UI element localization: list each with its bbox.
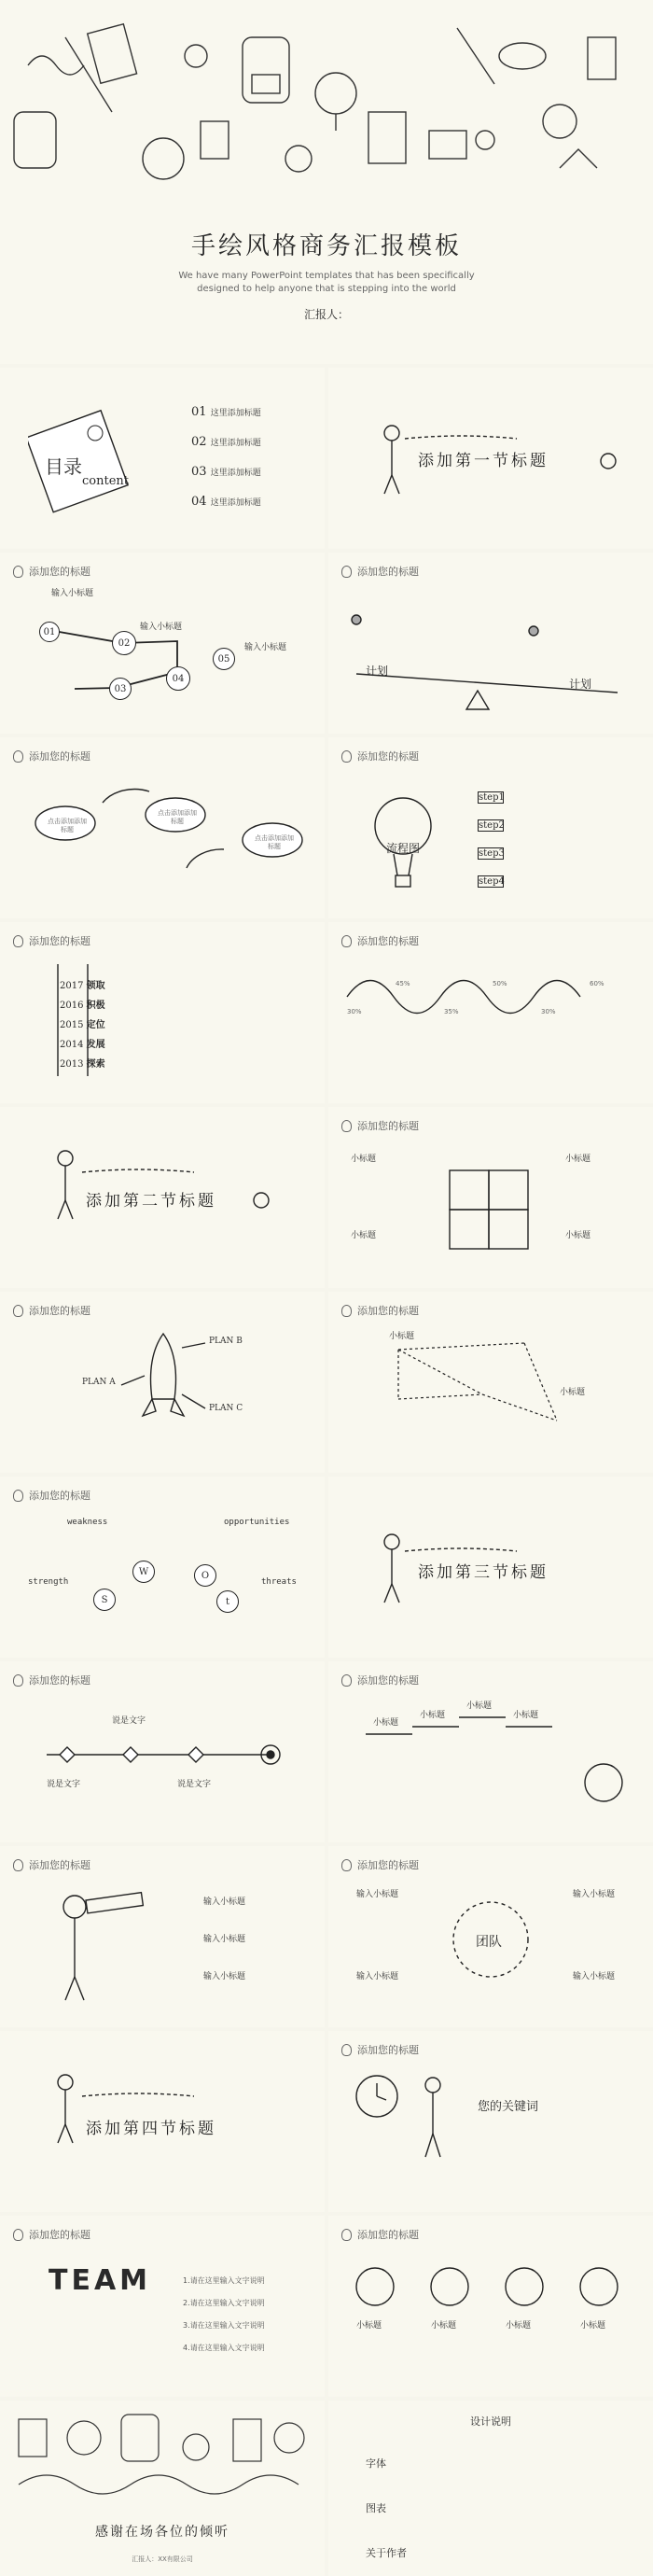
slide-header: 添加您的标题 <box>13 1303 90 1318</box>
swot-letter: O <box>194 1564 216 1587</box>
timeline-label: 输入小标题 <box>51 589 94 598</box>
team-list-item: 3.请在这里输入文字说明 <box>183 2321 265 2330</box>
cloud-label: 点击添加添加标题 <box>158 809 197 825</box>
cover-subtitle-2: designed to help anyone that is stepping into the world <box>197 284 456 294</box>
design-notes-title: 设计说明 <box>470 2415 511 2428</box>
slide-header: 添加您的标题 <box>13 564 90 579</box>
telescope-slide[interactable] <box>0 1846 325 2027</box>
timeline-node[interactable]: 03 <box>109 678 132 700</box>
section-2-slide[interactable] <box>0 1107 325 1288</box>
flow-step[interactable]: step4 <box>479 876 505 887</box>
swot-letter: t <box>216 1590 239 1613</box>
team-circle-slide[interactable] <box>328 1846 653 2027</box>
process-label: 小标题 <box>506 2321 532 2331</box>
team-center-label: 团队 <box>476 1935 502 1950</box>
toc-item[interactable]: 03 这里添加标题 <box>191 465 261 479</box>
swot-strengths: strength <box>28 1577 69 1587</box>
ladder-row: 2015 定位 <box>60 1020 105 1030</box>
bar-label: 小标题 <box>466 1701 493 1711</box>
telescope-doodle <box>0 1846 325 2027</box>
wave-slide[interactable] <box>328 922 653 1103</box>
toc-list <box>191 405 261 525</box>
cover-title: 手绘风格商务汇报模板 <box>190 232 462 260</box>
diamond-label: 说是文字 <box>112 1716 146 1726</box>
clouds-slide[interactable] <box>0 737 325 918</box>
wave-value: 30% <box>541 1008 556 1015</box>
doodle-band <box>0 2401 325 2513</box>
toc-item[interactable]: 01 这里添加标题 <box>191 405 261 419</box>
team-list-item: 1.请在这里输入文字说明 <box>183 2276 265 2285</box>
slide-header: 添加您的标题 <box>341 1303 419 1318</box>
cover-subtitle-1: We have many PowerPoint templates that has been specifically <box>178 271 475 281</box>
bars-slide[interactable] <box>328 1661 653 1842</box>
plan-a-label: PLAN A <box>82 1378 116 1387</box>
flow-slide[interactable] <box>328 737 653 918</box>
telescope-item: 输入小标题 <box>203 1935 246 1944</box>
puzzle-doodle <box>328 1107 653 1288</box>
slide-header: 添加您的标题 <box>341 933 419 948</box>
team-label: 输入小标题 <box>356 1972 399 1981</box>
process-label: 小标题 <box>356 2321 382 2331</box>
wave-value: 50% <box>493 980 507 987</box>
slide-header: 添加您的标题 <box>341 1673 419 1687</box>
slide-header: 添加您的标题 <box>13 933 90 948</box>
swot-letter: W <box>132 1561 155 1583</box>
rocket-slide[interactable] <box>0 1292 325 1473</box>
wave-value: 30% <box>347 1008 362 1015</box>
bars-doodle <box>328 1661 653 1842</box>
slide-header: 添加您的标题 <box>341 564 419 579</box>
timeline-node[interactable]: 02 <box>112 631 136 655</box>
cover-slide[interactable] <box>0 0 653 364</box>
timeline-label: 输入小标题 <box>140 623 183 632</box>
design-note-item: 图表 <box>366 2502 386 2514</box>
team-label: 输入小标题 <box>573 1972 616 1981</box>
toc-slide[interactable] <box>0 368 325 549</box>
diamond-line <box>0 1661 325 1842</box>
timeline-label: 输入小标题 <box>244 643 287 652</box>
timeline-node[interactable]: 01 <box>39 622 60 642</box>
swot-slide[interactable] <box>0 1477 325 1658</box>
slide-header: 添加您的标题 <box>341 2227 419 2242</box>
cloud-label: 点击添加添加标题 <box>48 818 87 833</box>
wave-value: 60% <box>590 980 604 987</box>
timeline-slide[interactable] <box>0 553 325 734</box>
bar-label: 小标题 <box>373 1718 399 1728</box>
wave-value: 35% <box>444 1008 459 1015</box>
team-list <box>183 2270 265 2359</box>
balance-right-label: 计划 <box>569 678 592 691</box>
cover-presenter: 汇报人： <box>303 308 349 321</box>
flow-step[interactable]: step1 <box>479 792 505 803</box>
clock-doodle <box>328 2031 653 2212</box>
ending-presenter: 汇报人：XX有限公司 <box>132 2555 193 2563</box>
flow-step[interactable]: step3 <box>479 848 505 859</box>
puzzle-label: 小标题 <box>565 1155 591 1164</box>
plan-c-label: PLAN C <box>209 1404 243 1413</box>
section-1-title: 添加第一节标题 <box>418 452 549 470</box>
section-1-slide[interactable] <box>328 368 653 549</box>
section-4-title: 添加第四节标题 <box>86 2120 216 2138</box>
ladder-doodle <box>0 922 325 1103</box>
slide-header: 添加您的标题 <box>341 1857 419 1872</box>
seesaw-doodle <box>328 553 653 734</box>
bulb-icon <box>13 2229 23 2241</box>
network-slide[interactable] <box>328 1292 653 1473</box>
swot-weaknesses: weakness <box>67 1518 108 1527</box>
section-3-title: 添加第三节标题 <box>418 1563 549 1582</box>
wave-value: 45% <box>396 980 410 987</box>
design-notes-slide[interactable] <box>328 2401 653 2576</box>
network-label: 小标题 <box>389 1332 415 1341</box>
plan-b-label: PLAN B <box>209 1337 243 1346</box>
network-label: 小标题 <box>560 1388 586 1397</box>
rocket-doodle <box>0 1292 325 1473</box>
telescope-item: 输入小标题 <box>203 1897 246 1907</box>
ladder-rows <box>60 976 105 1074</box>
bulb-icon <box>13 1490 23 1502</box>
swot-opportunities: opportunities <box>224 1518 290 1527</box>
section-3-slide[interactable] <box>328 1477 653 1658</box>
team-label: 输入小标题 <box>356 1890 399 1899</box>
timeline-node[interactable]: 04 <box>166 666 190 691</box>
process-circles <box>328 2216 653 2397</box>
toc-item[interactable]: 02 这里添加标题 <box>191 435 261 449</box>
process-slide[interactable] <box>328 2216 653 2397</box>
toc-heading: 目录 <box>45 455 82 478</box>
bar-label: 小标题 <box>420 1711 446 1720</box>
ladder-row: 2013 探索 <box>60 1059 105 1070</box>
ladder-row: 2014 发展 <box>60 1040 105 1050</box>
bar-label: 小标题 <box>513 1711 539 1720</box>
slide-header: 添加您的标题 <box>341 2042 419 2057</box>
design-note-item: 字体 <box>366 2457 386 2470</box>
slide-header: 添加您的标题 <box>13 1488 90 1503</box>
team-slide[interactable] <box>0 2216 325 2397</box>
timeline-node[interactable]: 05 <box>213 648 235 670</box>
puzzle-label: 小标题 <box>565 1231 591 1240</box>
thanks-text: 感谢在场各位的倾听 <box>95 2525 229 2540</box>
network-diagram <box>328 1292 653 1473</box>
slide-header: 添加您的标题 <box>341 1118 419 1133</box>
puzzle-slide[interactable] <box>328 1107 653 1288</box>
flow-step[interactable]: step2 <box>479 820 505 831</box>
team-list-item: 2.请在这里输入文字说明 <box>183 2299 265 2307</box>
diamonds-slide[interactable] <box>0 1661 325 1842</box>
slide-header: 添加您的标题 <box>13 1857 90 1872</box>
swot-letter: S <box>93 1589 116 1611</box>
section-4-slide[interactable] <box>0 2031 325 2212</box>
cloud-label: 点击添加添加标题 <box>255 834 294 850</box>
ladder-slide[interactable] <box>0 922 325 1103</box>
team-list-item: 4.请在这里输入文字说明 <box>183 2344 265 2352</box>
diamond-label: 说是文字 <box>177 1780 212 1789</box>
diamond-label: 说是文字 <box>47 1780 81 1789</box>
slide-header: 添加您的标题 <box>341 749 419 763</box>
slide-header: 添加您的标题 <box>13 1673 90 1687</box>
telescope-item: 输入小标题 <box>203 1972 246 1981</box>
ladder-row: 2017 领取 <box>60 981 105 991</box>
design-notes-list <box>366 2442 407 2576</box>
process-label: 小标题 <box>431 2321 457 2331</box>
keywords-slide[interactable] <box>328 2031 653 2212</box>
toc-item[interactable]: 04 这里添加标题 <box>191 495 261 509</box>
balance-slide[interactable] <box>328 553 653 734</box>
balance-left-label: 计划 <box>366 665 389 678</box>
slide-header: 添加您的标题 <box>13 2227 90 2242</box>
team-label: 输入小标题 <box>573 1890 616 1899</box>
design-note-item: 关于作者 <box>366 2547 407 2559</box>
keywords-title: 您的关键词 <box>478 2100 539 2114</box>
ending-slide[interactable] <box>0 2401 325 2576</box>
ladder-row: 2016 积极 <box>60 1001 105 1011</box>
puzzle-label: 小标题 <box>351 1155 377 1164</box>
toc-heading-en: content <box>82 474 129 488</box>
section-2-title: 添加第二节标题 <box>86 1192 216 1211</box>
slide-header: 添加您的标题 <box>13 749 90 763</box>
swot-threats: threats <box>261 1577 297 1587</box>
puzzle-label: 小标题 <box>351 1231 377 1240</box>
flow-center-label: 流程图 <box>386 842 421 855</box>
team-word: TEAM <box>49 2264 152 2297</box>
process-label: 小标题 <box>580 2321 606 2331</box>
doodle-band <box>0 0 653 196</box>
wave-line <box>328 922 653 1103</box>
